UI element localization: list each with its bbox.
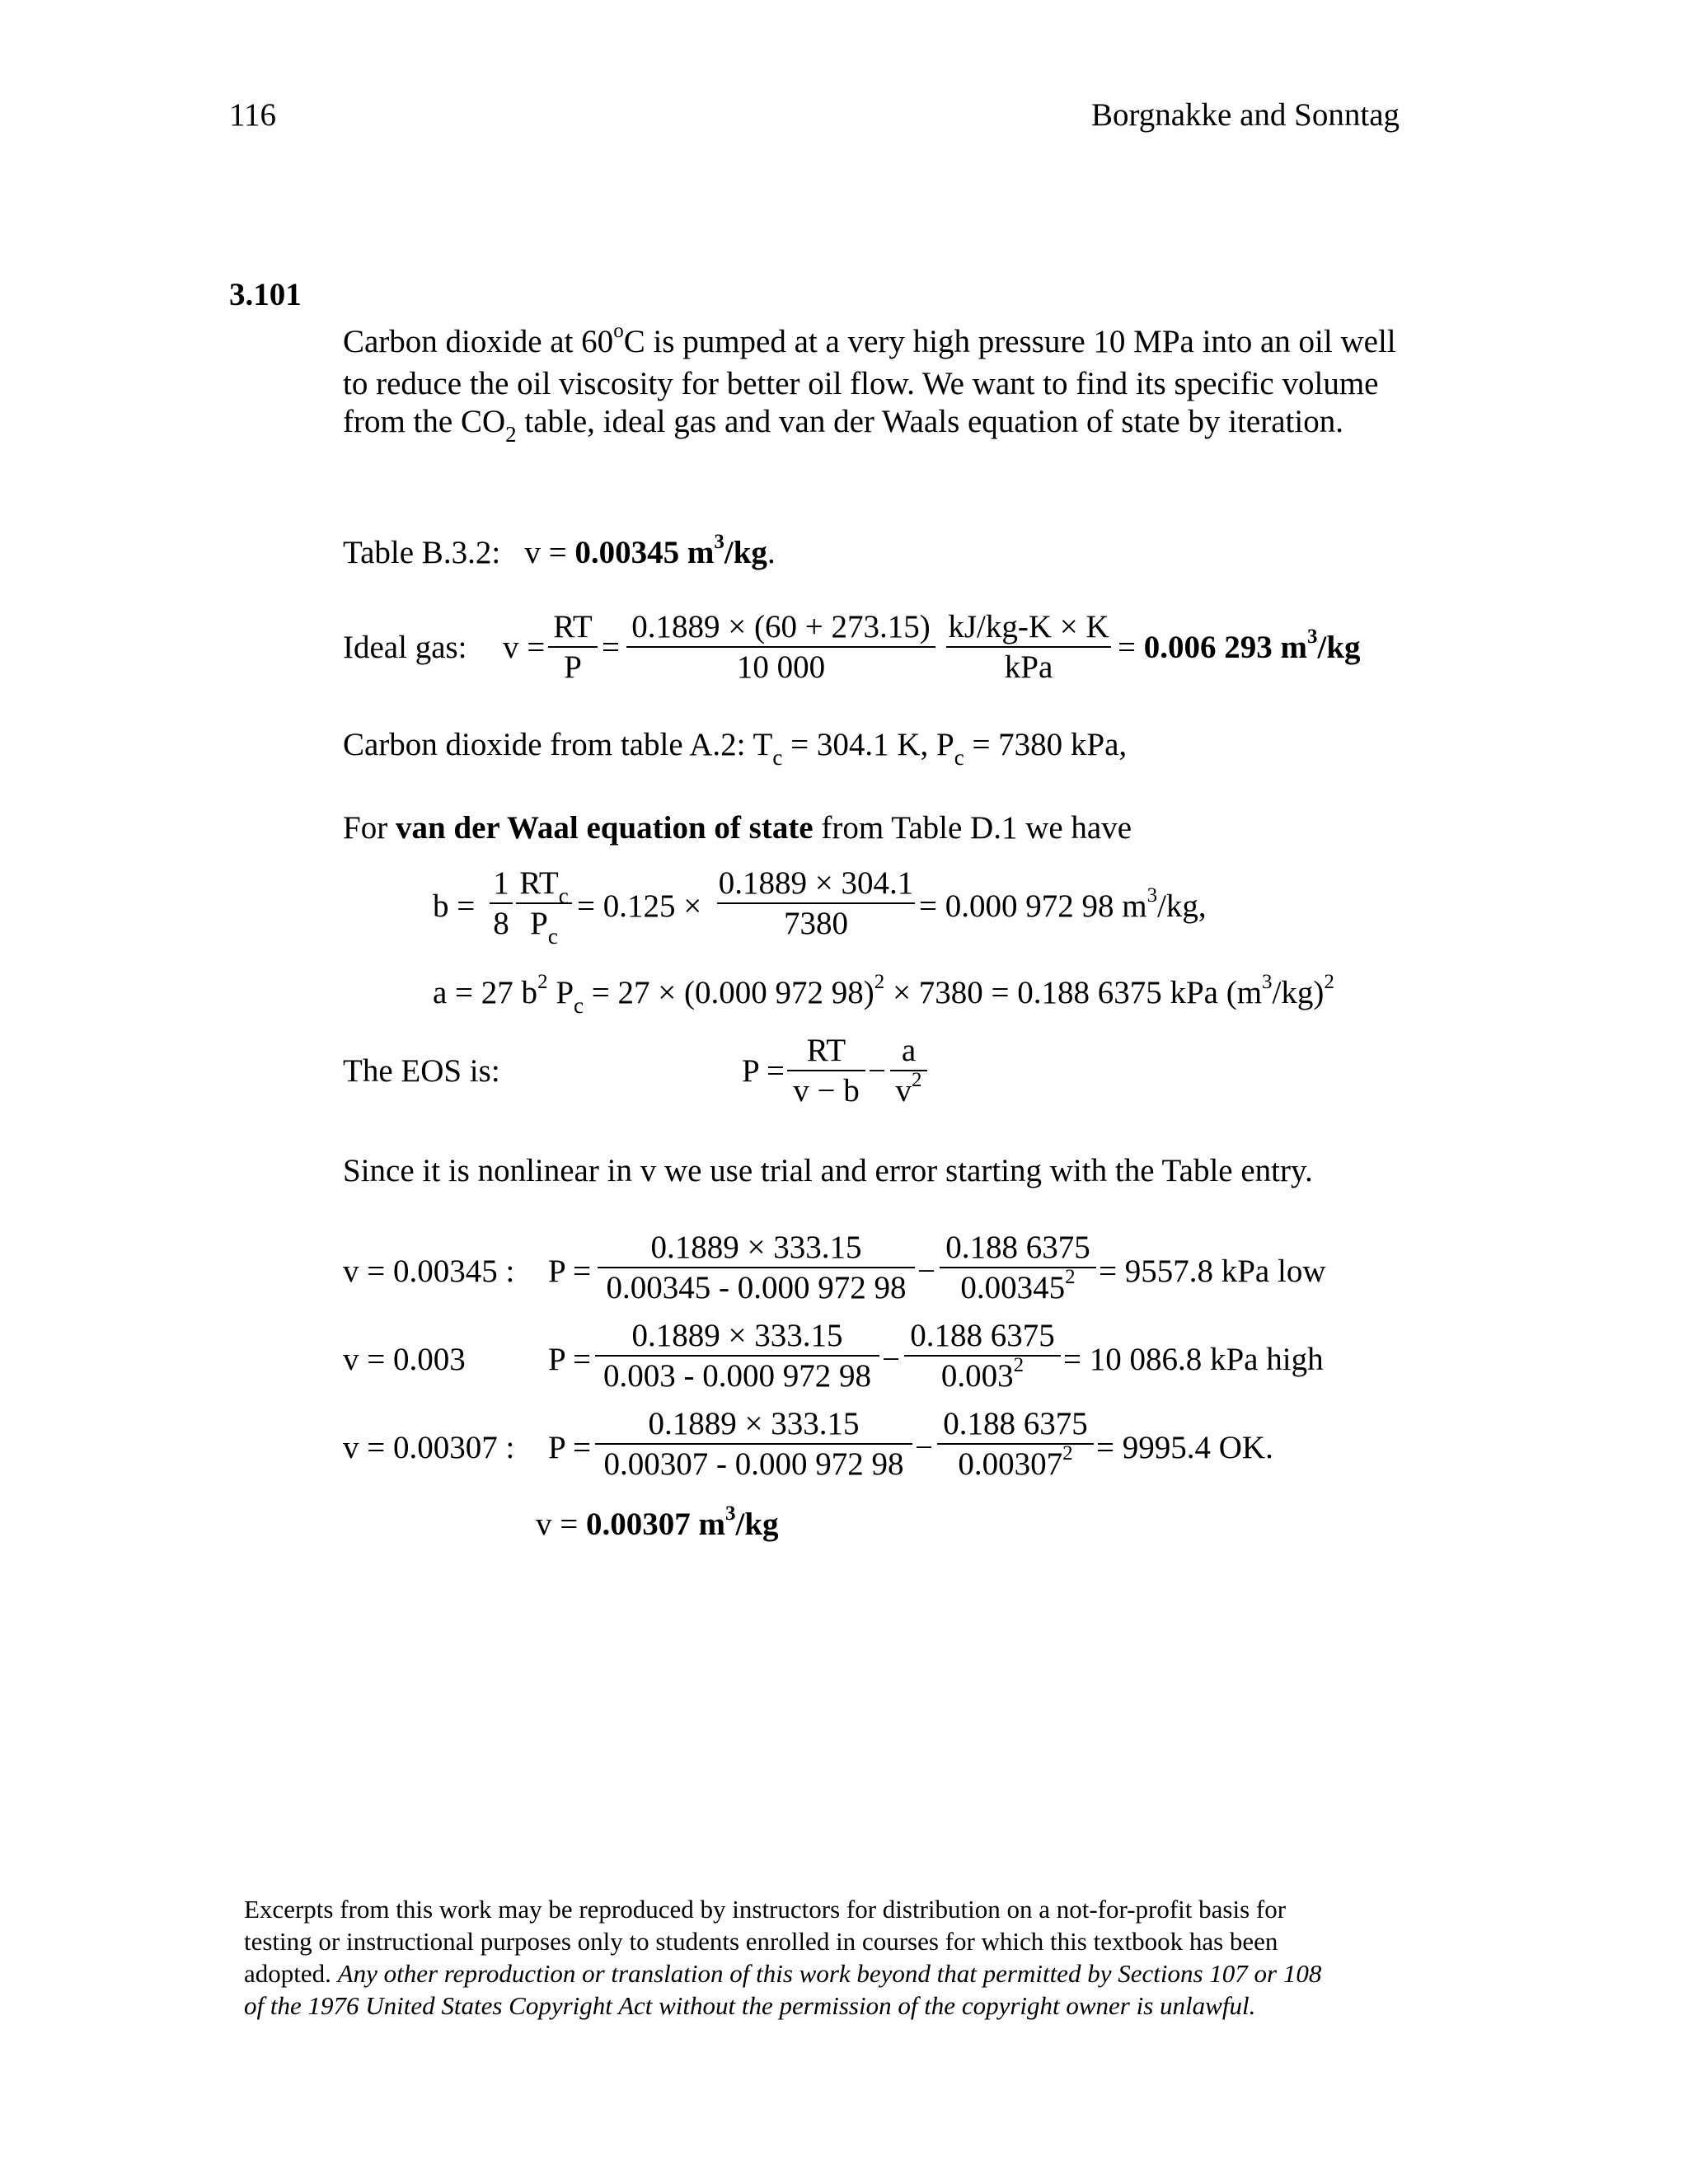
trial-result: = 9995.4 OK. bbox=[1096, 1430, 1273, 1465]
statement-line-2: to reduce the oil viscosity for better oil flow. We want to find its specific volume bbox=[343, 366, 1379, 401]
page-number: 116 bbox=[229, 97, 277, 133]
trial-minus: − bbox=[917, 1254, 935, 1289]
statement-line-1: Carbon dioxide at 60$^o$C is pumped at a very high pressure 10 MPa into an oil well bbox=[343, 320, 1396, 359]
trial-minus: − bbox=[915, 1430, 933, 1465]
ideal-gas-fraction-rt-p: $\frac{RT}{P}$ bbox=[548, 611, 598, 683]
trial-minus: − bbox=[882, 1342, 900, 1377]
trial-p-eq: P = bbox=[548, 1430, 591, 1465]
trial-fraction-a: $\frac{0.188 6375}{0.00307^2}$ bbox=[937, 1408, 1094, 1480]
ideal-gas-result: = 0.006 293 $m^3/kg$ bbox=[1118, 626, 1361, 665]
eos-fraction-rt: $\frac{RT}{v - b}$ bbox=[787, 1034, 865, 1107]
b-eq-fraction-rtc-pc: $RT_c$ $P_c$ bbox=[516, 867, 572, 940]
b-eq-mid: = 0.125 × bbox=[577, 888, 702, 924]
b-eq-result: = 0.000 972 98 $m^3/kg$, bbox=[919, 884, 1207, 924]
b-eq-lhs: b = bbox=[433, 888, 476, 924]
problem-statement bbox=[343, 320, 1396, 447]
b-eq-fraction-one-eighth: $\frac{1}{8}$ bbox=[490, 867, 513, 940]
trial-label: v = 0.00307 : bbox=[343, 1430, 515, 1465]
a-eq-line: a = 27 $b^2$ $P_c = 27 \times (0.000$ 972 98)$^2$ × 7380 = 0.188 6375 kPa $(m^3/kg)^2$ bbox=[433, 971, 1334, 1018]
critical-properties-line: Carbon dioxide from table A.2: $T_c = 304.1$ K, $P_c = 7380$ kPa, bbox=[343, 727, 1128, 770]
trial-fraction-rt: $\frac{0.1889 \times 333.15}{0.003 - 0.000 972 98}$ bbox=[595, 1319, 879, 1392]
statement-line-3: from the $CO_2$ table, ideal gas and van der Waals equation of state by iteration. bbox=[343, 404, 1343, 447]
trial-fraction-a: $\frac{0.188 6375}{0.00345^2}$ bbox=[940, 1231, 1096, 1304]
ideal-gas-equals: = bbox=[602, 630, 620, 665]
running-title: Borgnakke and Sonntag bbox=[1090, 97, 1400, 133]
ideal-gas-fraction-values: $\frac{0.1889 \times (60 + 273.15)}{10 000}$ bbox=[626, 611, 935, 683]
ideal-gas-v-eq: v = bbox=[503, 630, 546, 665]
trial-result: = 9557.8 kPa low bbox=[1099, 1254, 1326, 1289]
b-eq-fraction-values: $\frac{0.1889 \times 304.1}{7380}$ bbox=[718, 865, 914, 941]
table-lookup-line: Table B.3.2: v = 0.00345 $m^3/kg$. bbox=[343, 531, 776, 570]
trial-fraction-rt: $\frac{0.1889 \times 333.15}{0.00307 - 0.000 972 98}$ bbox=[595, 1408, 912, 1480]
trial-intro: Since it is nonlinear in v we use trial and error starting with the Table entry. bbox=[343, 1153, 1313, 1188]
vdw-intro-line: For van der Waal equation of state from Table D.1 we have bbox=[343, 810, 1132, 846]
footer-line-1: Excerpts from this work may be reproduced by instructors for distribution on a not-for-profit basis for bbox=[244, 1895, 1287, 1924]
footer-line-4: of the 1976 United States Copyright Act without the permission of the copyright owner is unlawful. bbox=[244, 1991, 1256, 2020]
eos-lhs: P = bbox=[742, 1053, 785, 1089]
problem-number: 3.101 bbox=[229, 277, 302, 312]
trial-fraction-a: $\frac{0.188 6375}{0.003^2}$ bbox=[904, 1319, 1061, 1392]
trial-p-eq: P = bbox=[548, 1342, 591, 1377]
eos-fraction-a: $\frac{a}{v^2}$ bbox=[890, 1034, 927, 1107]
footer-line-2: testing or instructional purposes only to students enrolled in courses for which this textbook has been bbox=[244, 1927, 1278, 1956]
footer-line-3: adopted. Any other reproduction or translation of this work beyond that permitted by Sections 107 or 108 bbox=[244, 1959, 1322, 1988]
ideal-gas-fraction-units: kJ/kg-K × K kPa bbox=[946, 611, 1111, 683]
trial-label: v = 0.003 bbox=[343, 1342, 466, 1377]
ideal-gas-label: Ideal gas: bbox=[343, 630, 467, 665]
eos-minus: − bbox=[868, 1053, 886, 1089]
trial-p-eq: P = bbox=[548, 1254, 591, 1289]
copyright-footer bbox=[244, 1893, 1321, 2022]
trial-result: = 10 086.8 kPa high bbox=[1063, 1342, 1324, 1377]
eos-label: The EOS is: bbox=[343, 1053, 500, 1089]
final-answer: v = 0.00307 $m^3/kg$ bbox=[536, 1502, 779, 1542]
trial-fraction-rt: $\frac{0.1889 \times 333.15}{0.00345 - 0.000 972 98}$ bbox=[598, 1231, 915, 1304]
trial-label: v = 0.00345 : bbox=[343, 1254, 515, 1289]
